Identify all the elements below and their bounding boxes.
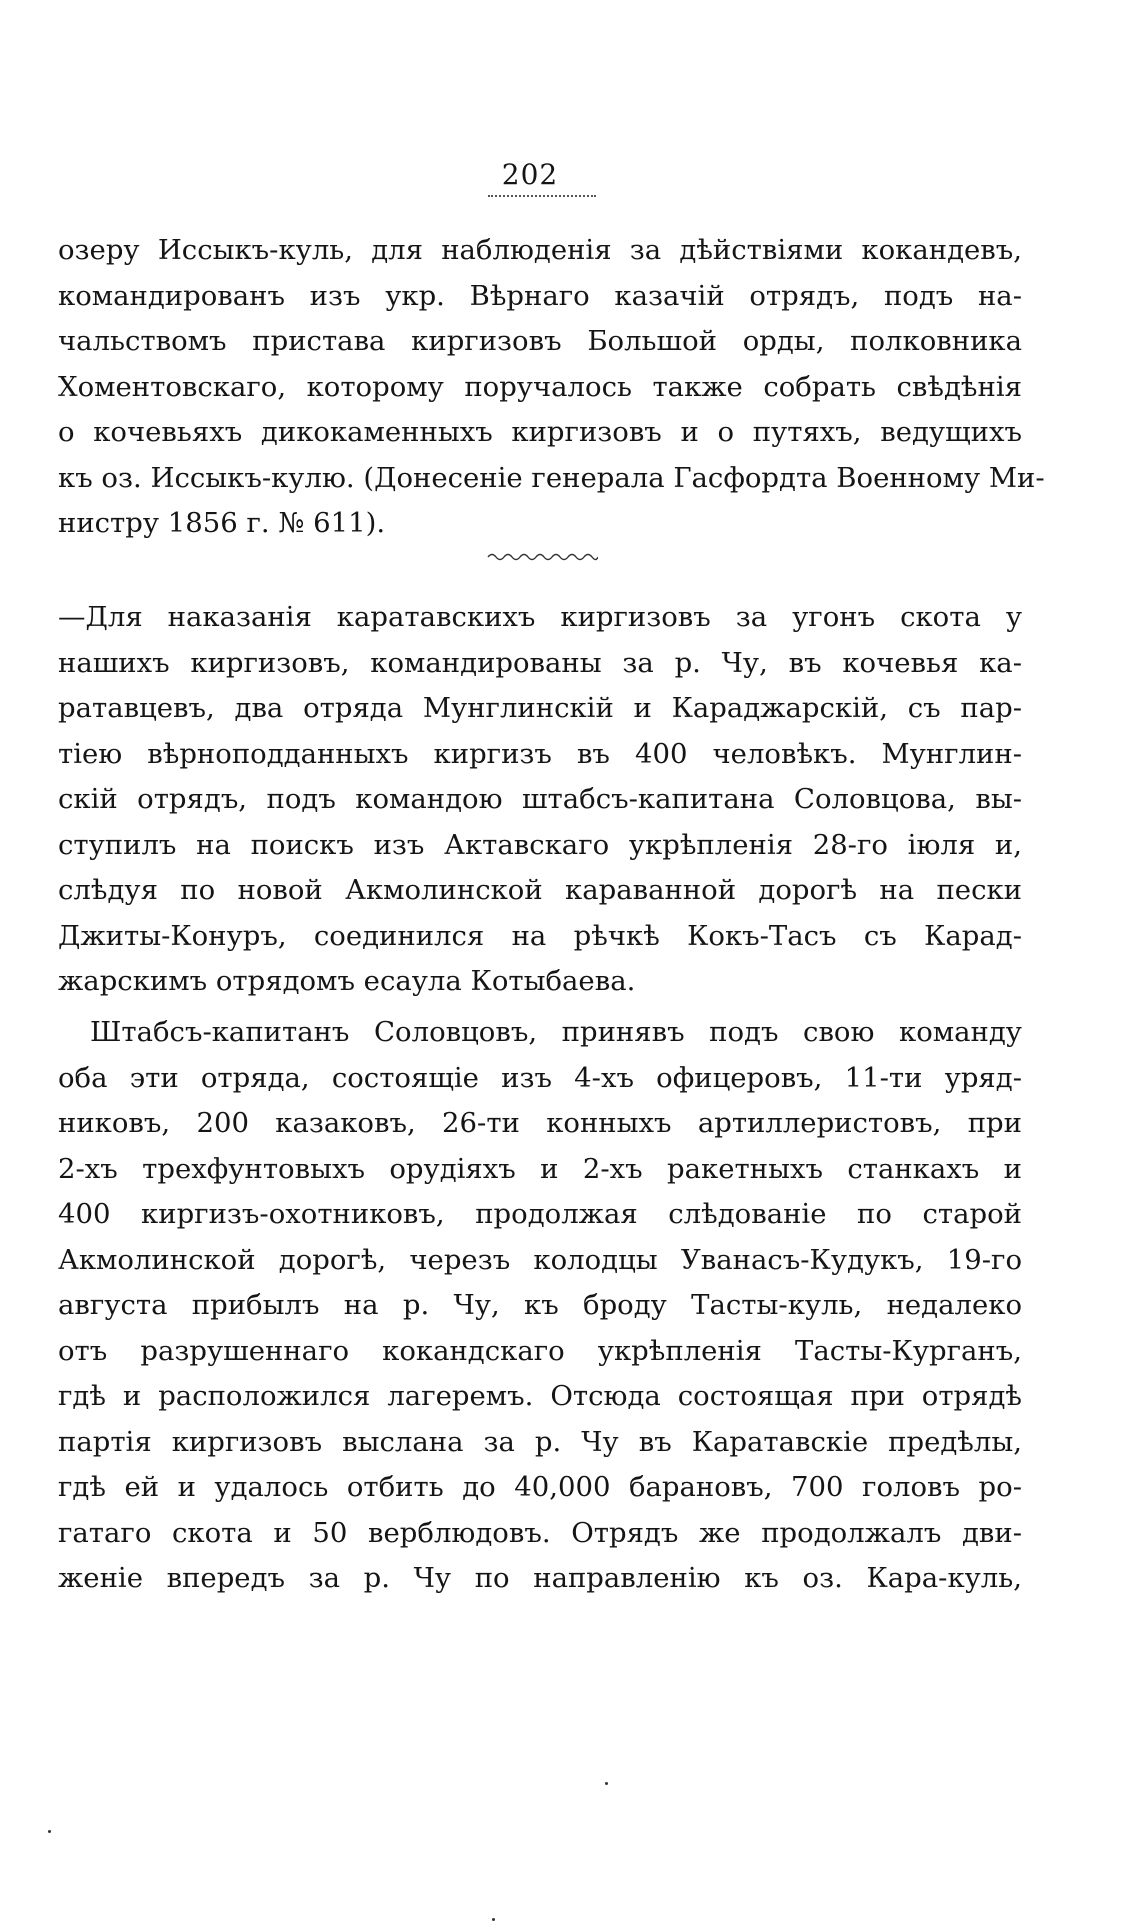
text-line: Хоментовскаго, которому поручалось также собрать свѣдѣнія [58,370,1022,403]
text-line: нашихъ киргизовъ, командированы за р. Чу, въ кочевья ка- [58,646,1022,679]
text-line: Джиты-Конуръ, соединился на рѣчкѣ Кокъ-Тасъ съ Карад- [58,919,1022,952]
text-line: никовъ, 200 казаковъ, 26-ти конныхъ артиллеристовъ, при [58,1107,1022,1139]
page-number: 202 [501,158,559,191]
wavy-separator-ornament [486,550,598,564]
text-line: тіею вѣрноподданныхъ киргизъ въ 400 человѣкъ. Мунглин- [58,737,1022,770]
text-line: Штабсъ-капитанъ Соловцовъ, принявъ подъ свою команду [90,1016,1022,1048]
text-line: отъ разрушеннаго кокандскаго укрѣпленія Тасты-Курганъ, [58,1334,1022,1367]
scan-speck [492,1918,495,1921]
scan-speck [48,1830,51,1833]
text-line: ратавцевъ, два отряда Мунглинскій и Караджарскій, съ пар- [58,692,1022,724]
text-line: партія киргизовъ выслана за р. Чу въ Каратавскіе предѣлы, [58,1425,1022,1458]
page-number-dotted-rule [488,195,596,197]
text-line: озеру Иссыкъ-куль, для наблюденія за дѣйствіями кокандевъ, [58,234,1022,266]
text-line: къ оз. Иссыкъ-кулю. (Донесеніе генерала Гасфордта Военному Ми- [58,461,1045,494]
text-line: слѣдуя по новой Акмолинской караванной дорогѣ на пески [58,874,1022,906]
text-line: о кочевьяхъ дикокаменныхъ киргизовъ и о путяхъ, ведущихъ [58,416,1022,448]
paragraph-continued [58,228,1045,547]
text-line: ступилъ на поискъ изъ Актавскаго укрѣпленія 28-го іюля и, [58,828,1022,861]
text-line: гдѣ и расположился лагеремъ. Отсюда состоящая при отрядѣ [58,1380,1022,1412]
text-line: 400 киргизъ-охотниковъ, продолжая слѣдованіе по старой [58,1198,1022,1230]
text-line: 2-хъ трехфунтовыхъ орудіяхъ и 2-хъ ракетныхъ станкахъ и [58,1152,1022,1185]
text-line: гатаго скота и 50 верблюдовъ. Отрядъ же продолжалъ дви- [58,1516,1022,1549]
paragraph-solovtsov-command [58,1010,1022,1602]
text-line: нистру 1856 г. № 611). [58,507,386,539]
text-line: скій отрядъ, подъ командою штабсъ-капитана Соловцова, вы- [58,783,1022,815]
scan-speck [605,1782,608,1785]
text-line: чальствомъ пристава киргизовъ Большой орды, полковника [58,325,1022,357]
text-line: августа прибылъ на р. Чу, къ броду Тасты-куль, недалеко [58,1289,1022,1321]
text-line: командированъ изъ укр. Вѣрнаго казачій отрядъ, подъ на- [58,279,1022,312]
text-line: оба эти отряда, состоящіе изъ 4-хъ офицеровъ, 11-ти уряд- [58,1061,1022,1094]
text-line: жарскимъ отрядомъ есаула Котыбаева. [58,965,636,997]
text-line: Акмолинской дорогѣ, черезъ колодцы Уванасъ-Кудукъ, 19-го [58,1243,1022,1276]
paragraph-karatav-expedition [58,595,1022,1005]
text-line: гдѣ ей и удалось отбить до 40,000 барановъ, 700 головъ ро- [58,1471,1022,1503]
text-line: —Для наказанія каратавскихъ киргизовъ за угонъ скота у [58,601,1022,633]
text-line: женіе впередъ за р. Чу по направленію къ оз. Кара-куль, [58,1562,1022,1594]
